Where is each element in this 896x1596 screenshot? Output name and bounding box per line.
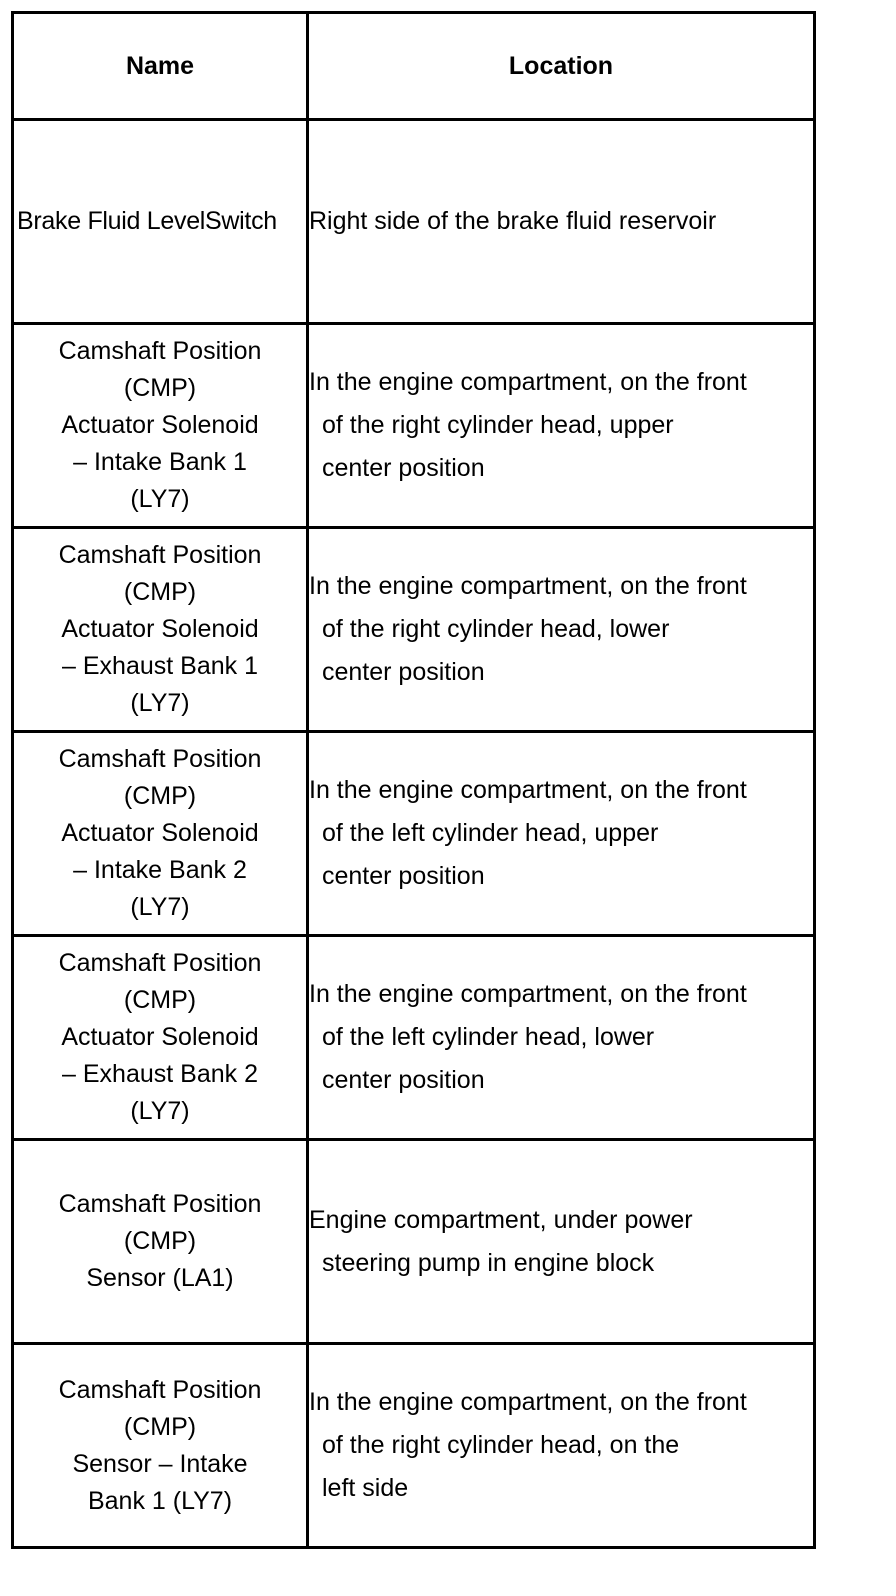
- location-line: Engine compartment, under power: [309, 1205, 693, 1234]
- component-name: Camshaft Position (CMP) Actuator Solenoid – Intake Bank 1 (LY7): [13, 324, 308, 528]
- location-line: Right side of the brake fluid reservoir: [309, 207, 717, 235]
- table-row: [13, 936, 815, 1140]
- table-header-row: [13, 13, 815, 120]
- component-location: [308, 324, 815, 528]
- table-row: [13, 324, 815, 528]
- location-line: of the right cylinder head, on the: [322, 1431, 680, 1459]
- component-location: [308, 1344, 815, 1548]
- component-name: Camshaft Position (CMP) Actuator Solenoid – Intake Bank 2 (LY7): [13, 732, 308, 936]
- location-line: In the engine compartment, on the front: [309, 368, 747, 396]
- component-location: [308, 1140, 815, 1344]
- component-name: Camshaft Position (CMP) Sensor – Intake Bank 1 (LY7): [13, 1344, 308, 1548]
- location-line: In the engine compartment, on the front: [309, 1388, 747, 1416]
- table-row: [13, 120, 815, 324]
- location-line: center position: [322, 658, 485, 686]
- location-line: center position: [322, 454, 485, 482]
- location-column-header: Location: [308, 13, 815, 120]
- component-name: Camshaft Position (CMP) Sensor (LA1): [13, 1140, 308, 1344]
- component-location: [308, 732, 815, 936]
- location-line: of the right cylinder head, upper: [322, 411, 674, 439]
- name-column-header: Name: [13, 13, 308, 120]
- component-name: Camshaft Position (CMP) Actuator Solenoid – Exhaust Bank 2 (LY7): [13, 936, 308, 1140]
- table-row: [13, 1344, 815, 1548]
- location-line: steering pump in engine block: [322, 1248, 655, 1277]
- component-location-table: [11, 11, 816, 1549]
- component-location: [308, 120, 815, 324]
- component-location: [308, 936, 815, 1140]
- location-line: In the engine compartment, on the front: [309, 572, 747, 600]
- location-line: left side: [322, 1474, 409, 1502]
- location-line: of the left cylinder head, lower: [322, 1023, 655, 1051]
- table-row: [13, 528, 815, 732]
- location-line: center position: [322, 862, 485, 890]
- location-line: center position: [322, 1066, 485, 1094]
- component-location: [308, 528, 815, 732]
- location-line: In the engine compartment, on the front: [309, 980, 747, 1008]
- location-line: of the left cylinder head, upper: [322, 819, 659, 847]
- location-line: of the right cylinder head, lower: [322, 615, 670, 643]
- table-row: [13, 1140, 815, 1344]
- component-name: Camshaft Position (CMP) Actuator Solenoid – Exhaust Bank 1 (LY7): [13, 528, 308, 732]
- location-line: In the engine compartment, on the front: [309, 776, 747, 804]
- component-name: Brake Fluid LevelSwitch: [13, 120, 308, 324]
- table-row: [13, 732, 815, 936]
